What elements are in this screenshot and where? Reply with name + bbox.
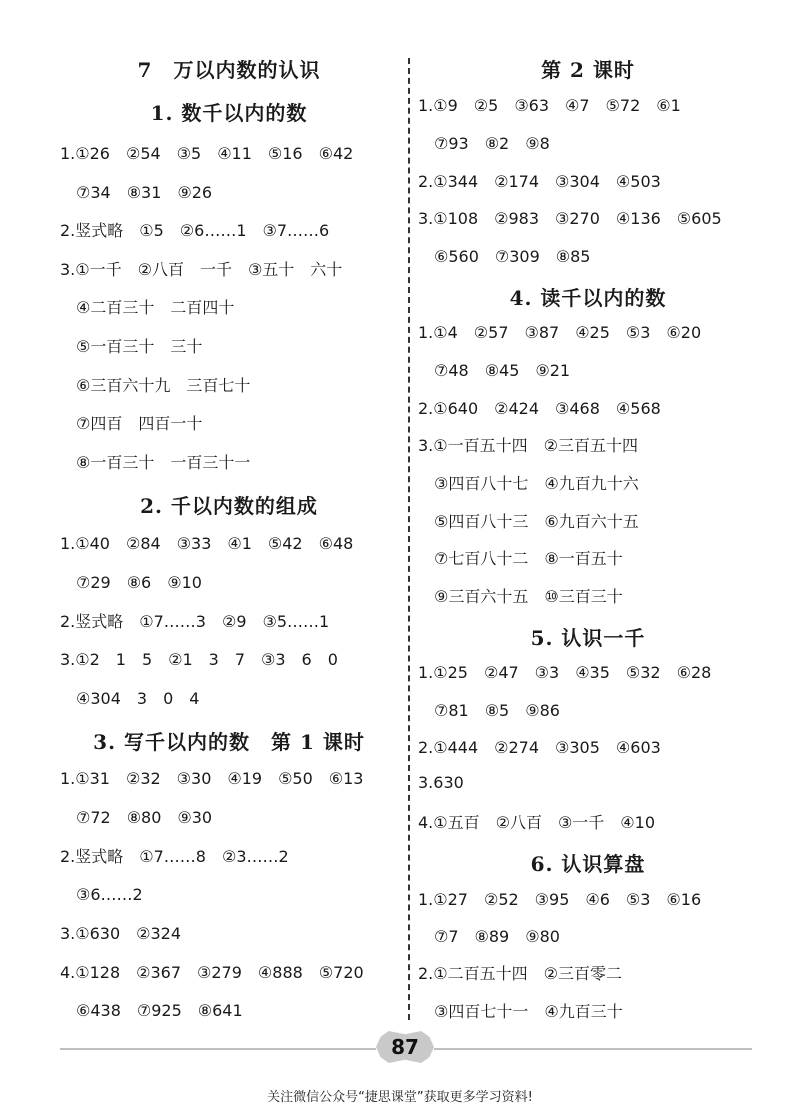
answer-line: 2.竖式略 ①7……8 ②3……2 bbox=[60, 847, 289, 866]
answer-line: ⑦7 ⑧89 ⑨80 bbox=[418, 927, 560, 946]
section-title: 第 2 课时 bbox=[541, 58, 635, 82]
footer-note: 关注微信公众号“捷思课堂”获取更多学习资料! bbox=[267, 1090, 533, 1105]
column-divider bbox=[408, 58, 410, 1020]
answer-line: ⑦93 ⑧2 ⑨8 bbox=[418, 134, 550, 153]
answer-line: ⑦29 ⑧6 ⑨10 bbox=[60, 573, 202, 592]
answer-line: ⑦48 ⑧45 ⑨21 bbox=[418, 361, 571, 380]
answer-line: 2.①640 ②424 ③468 ④568 bbox=[418, 399, 661, 418]
answer-line: ⑨三百六十五 ⑩三百三十 bbox=[418, 587, 623, 606]
page-number: 87 bbox=[391, 1035, 419, 1059]
answer-line: 1.①40 ②84 ③33 ④1 ⑤42 ⑥48 bbox=[60, 534, 354, 553]
answer-line: ⑦81 ⑧5 ⑨86 bbox=[418, 701, 560, 720]
answer-line: 2.竖式略 ①7……3 ②9 ③5……1 bbox=[60, 612, 330, 631]
answer-line: 1.①4 ②57 ③87 ④25 ⑤3 ⑥20 bbox=[418, 323, 702, 342]
answer-line: 3.①一百五十四 ②三百五十四 bbox=[418, 436, 638, 455]
answer-line: 1.①25 ②47 ③3 ④35 ⑤32 ⑥28 bbox=[418, 663, 712, 682]
section-title: 5. 认识一千 bbox=[530, 626, 646, 650]
answer-line: ⑦72 ⑧80 ⑨30 bbox=[60, 808, 213, 827]
answer-line: ⑧一百三十 一百三十一 bbox=[60, 453, 251, 472]
answer-line: ⑦34 ⑧31 ⑨26 bbox=[60, 183, 213, 202]
answer-line: 2.①二百五十四 ②三百零二 bbox=[418, 964, 622, 983]
answer-line: 3.①108 ②983 ③270 ④136 ⑤605 bbox=[418, 209, 722, 228]
chapter-title: 7 万以内数的认识 bbox=[137, 58, 321, 82]
section-title: 2. 千以内数的组成 bbox=[140, 494, 318, 518]
answer-line: ④304 3 0 4 bbox=[60, 689, 200, 708]
answer-line: 3.630 bbox=[418, 773, 464, 792]
answer-line: 1.①31 ②32 ③30 ④19 ⑤50 ⑥13 bbox=[60, 769, 364, 788]
answer-line: ③四百七十一 ④九百三十 bbox=[418, 1002, 623, 1021]
footer-rule-right bbox=[434, 1048, 752, 1050]
answer-line: 3.①630 ②324 bbox=[60, 924, 182, 943]
answer-line: 1.①27 ②52 ③95 ④6 ⑤3 ⑥16 bbox=[418, 890, 702, 909]
section-title: 1. 数千以内的数 bbox=[150, 101, 308, 125]
answer-line: ⑦四百 四百一十 bbox=[60, 414, 203, 433]
answer-line: ⑥560 ⑦309 ⑧85 bbox=[418, 247, 591, 266]
section-title: 6. 认识算盘 bbox=[530, 852, 646, 876]
answer-line: ⑤四百八十三 ⑥九百六十五 bbox=[418, 512, 639, 531]
answer-line: 3.①一千 ②八百 一千 ③五十 六十 bbox=[60, 260, 343, 279]
answer-line: 2.①344 ②174 ③304 ④503 bbox=[418, 172, 661, 191]
footer-rule-left bbox=[60, 1048, 376, 1050]
answer-line: ⑦七百八十二 ⑧一百五十 bbox=[418, 549, 623, 568]
answer-line: 4.①128 ②367 ③279 ④888 ⑤720 bbox=[60, 963, 364, 982]
answer-line: ⑤一百三十 三十 bbox=[60, 337, 203, 356]
answer-line: 4.①五百 ②八百 ③一千 ④10 bbox=[418, 813, 656, 832]
answer-line: 2.①444 ②274 ③305 ④603 bbox=[418, 738, 661, 757]
section-title: 4. 读千以内的数 bbox=[509, 286, 667, 310]
answer-line: 2.竖式略 ①5 ②6……1 ③7……6 bbox=[60, 221, 330, 240]
answer-line: 1.①26 ②54 ③5 ④11 ⑤16 ⑥42 bbox=[60, 144, 354, 163]
answer-line: 1.①9 ②5 ③63 ④7 ⑤72 ⑥1 bbox=[418, 96, 681, 115]
answer-line: ④二百三十 二百四十 bbox=[60, 298, 235, 317]
answer-line: 3.①2 1 5 ②1 3 7 ③3 6 0 bbox=[60, 650, 338, 669]
section-title: 3. 写千以内的数 第 1 课时 bbox=[93, 730, 365, 754]
answer-line: ③6……2 bbox=[60, 885, 143, 904]
answer-line: ⑥三百六十九 三百七十 bbox=[60, 376, 251, 395]
answer-line: ⑥438 ⑦925 ⑧641 bbox=[60, 1001, 243, 1020]
answer-line: ③四百八十七 ④九百九十六 bbox=[418, 474, 639, 493]
